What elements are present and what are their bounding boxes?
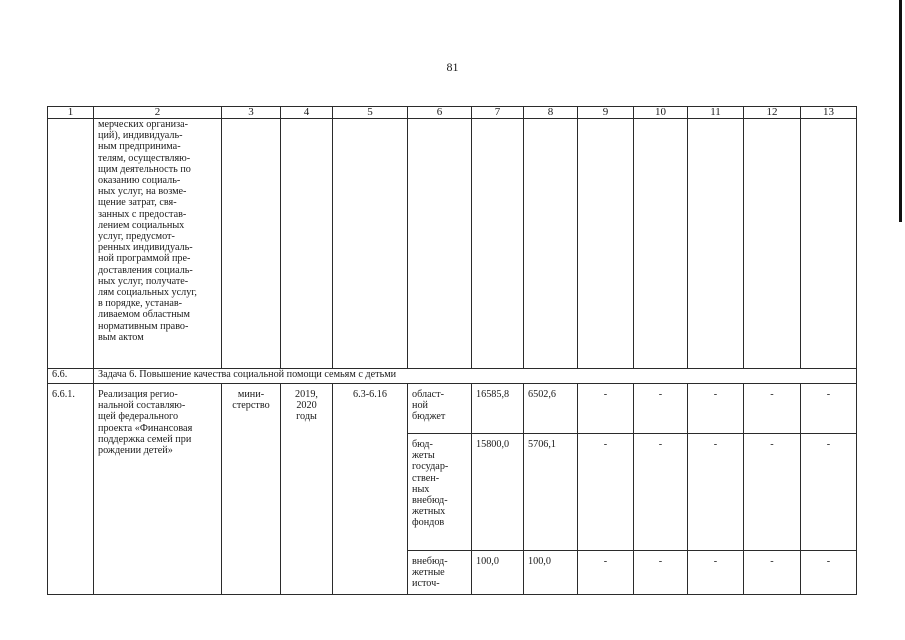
value-cell: - <box>578 551 634 595</box>
scan-edge-mark <box>899 0 902 222</box>
cell-empty <box>744 119 801 369</box>
item-period: 2019, 2020 годы <box>281 384 333 595</box>
task-row <box>48 369 857 384</box>
cell-num <box>48 119 94 369</box>
value-cell: - <box>744 434 801 551</box>
value-cell: - <box>801 434 857 551</box>
col-header: 12 <box>744 107 801 119</box>
value-cell: - <box>688 434 744 551</box>
funding-source: внебюд- жетные источ- <box>408 551 472 595</box>
col-header: 6 <box>408 107 472 119</box>
col-header: 5 <box>333 107 408 119</box>
task-number: 6.6. <box>48 369 94 384</box>
budget-table <box>47 106 857 595</box>
col-header: 2 <box>94 107 222 119</box>
item-row <box>48 384 857 434</box>
cell-empty <box>578 119 634 369</box>
item-executor: мини- стерство <box>222 384 281 595</box>
col-header: 3 <box>222 107 281 119</box>
value-cell: 100,0 <box>524 551 578 595</box>
funding-source: бюд- жеты государ- ствен- ных внебюд- жетных фондов <box>408 434 472 551</box>
cell-empty <box>524 119 578 369</box>
value-cell: - <box>688 384 744 434</box>
value-cell: 15800,0 <box>472 434 524 551</box>
page-number: 81 <box>446 60 459 74</box>
col-header: 13 <box>801 107 857 119</box>
col-header: 1 <box>48 107 94 119</box>
cell-empty <box>472 119 524 369</box>
item-indicators: 6.3-6.16 <box>333 384 408 595</box>
item-name: Реализация регио- нальной составляю- щей федерального проекта «Финансовая поддержка семей при рождении детей» <box>94 384 222 595</box>
value-cell: 5706,1 <box>524 434 578 551</box>
col-header: 7 <box>472 107 524 119</box>
cell-empty <box>222 119 281 369</box>
value-cell: 6502,6 <box>524 384 578 434</box>
header-row <box>48 107 857 119</box>
cell-empty <box>281 119 333 369</box>
task-title: Задача 6. Повышение качества социальной помощи семьям с детьми <box>94 369 857 384</box>
value-cell: - <box>634 434 688 551</box>
value-cell: - <box>744 384 801 434</box>
value-cell: - <box>744 551 801 595</box>
value-cell: - <box>688 551 744 595</box>
funding-source: област- ной бюджет <box>408 384 472 434</box>
col-header: 9 <box>578 107 634 119</box>
value-cell: - <box>634 384 688 434</box>
value-cell: - <box>634 551 688 595</box>
value-cell: - <box>578 434 634 551</box>
value-cell: - <box>578 384 634 434</box>
continuation-row <box>48 119 857 369</box>
col-header: 10 <box>634 107 688 119</box>
col-header: 8 <box>524 107 578 119</box>
item-number: 6.6.1. <box>48 384 94 595</box>
cell-empty <box>801 119 857 369</box>
cell-empty <box>333 119 408 369</box>
value-cell: - <box>801 384 857 434</box>
cell-empty <box>634 119 688 369</box>
value-cell: 16585,8 <box>472 384 524 434</box>
cell-measure-text: мерческих организа- ций), индивидуаль- ным предпринима- телям, осуществляю- щим деятельность по оказанию социаль- ных услуг, на возме- щение затрат, свя- занных с предостав- лением социальных услуг, предусмот- ренных индивидуаль- ной программой пре- доставления социаль- ных услуг, получате- лям социальных услуг, в порядке, устанав- ливаемом областным нормативным право- вым актом <box>94 119 222 369</box>
col-header: 4 <box>281 107 333 119</box>
cell-empty <box>408 119 472 369</box>
col-header: 11 <box>688 107 744 119</box>
cell-empty <box>688 119 744 369</box>
value-cell: - <box>801 551 857 595</box>
value-cell: 100,0 <box>472 551 524 595</box>
